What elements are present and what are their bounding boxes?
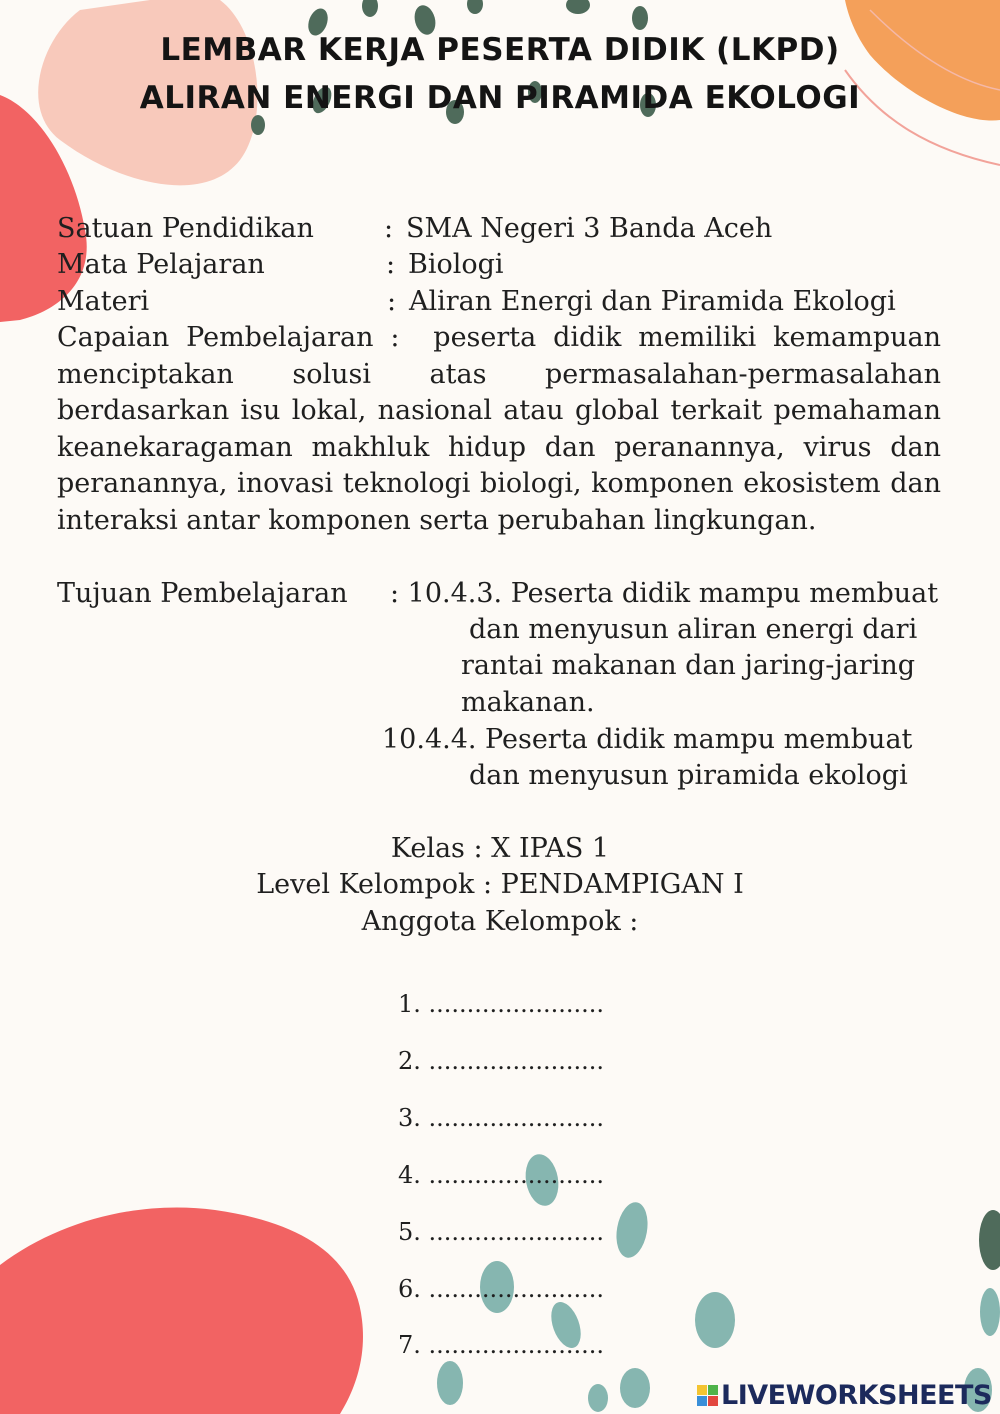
- info-colon: :: [386, 249, 396, 280]
- tujuan-line: dan menyusun aliran energi dari: [469, 614, 918, 645]
- liveworksheets-brand: LIVEWORKSHEETS: [721, 1379, 992, 1411]
- liveworksheets-logo-icon: [697, 1385, 718, 1406]
- info-colon: :: [387, 286, 397, 317]
- tujuan-line: makanan.: [461, 687, 595, 718]
- tujuan-line: dan menyusun piramida ekologi: [469, 760, 908, 791]
- member-slot-5[interactable]: 5. .......................: [398, 1218, 604, 1246]
- capaian-paragraph: Capaian Pembelajaran : peserta didik memiliki kemampuan menciptakan solusi atas permasalahan-permasalahan berdasarkan isu lokal, nasional atau global terkait pemahaman keanekaragaman makhluk hidup dan peranannya, virus dan peranannya, inovasi teknologi biologi, komponen ekosistem dan interaksi antar komponen serta perubahan lingkungan.: [57, 322, 941, 536]
- title-line-1: LEMBAR KERJA PESERTA DIDIK (LKPD): [160, 32, 840, 68]
- capaian-text: peserta didik memiliki kemampuan menciptakan solusi atas permasalahan-permasalahan berdasarkan isu lokal, nasional atau global terkait pemahaman keanekaragaman makhluk hidup dan peranannya, virus dan peranannya, inovasi teknologi biologi, komponen ekosistem dan interaksi antar komponen serta perubahan lingkungan.: [57, 322, 941, 536]
- info-value: SMA Negeri 3 Banda Aceh: [406, 213, 773, 244]
- anggota-kelompok-line: Anggota Kelompok :: [361, 906, 639, 937]
- kelas-line: Kelas : X IPAS 1: [390, 833, 610, 864]
- member-slot-3[interactable]: 3. .......................: [398, 1104, 604, 1132]
- member-slot-7[interactable]: 7. .......................: [398, 1331, 604, 1359]
- info-label: Materi: [57, 286, 150, 317]
- level-kelompok-line: Level Kelompok : PENDAMPIGAN I: [256, 869, 744, 900]
- info-label: Mata Pelajaran: [57, 249, 265, 280]
- member-slot-2[interactable]: 2. .......................: [398, 1047, 604, 1075]
- tujuan-line: rantai makanan dan jaring-jaring: [461, 650, 916, 681]
- tujuan-label: Tujuan Pembelajaran: [57, 578, 348, 609]
- tujuan-line: : 10.4.3. Peserta didik mampu membuat: [390, 578, 939, 609]
- member-slot-1[interactable]: 1. .......................: [398, 990, 604, 1018]
- liveworksheets-logo[interactable]: [697, 1378, 992, 1412]
- capaian-label: Capaian Pembelajaran: [57, 322, 374, 353]
- info-value: Biologi: [408, 249, 504, 280]
- tujuan-line: 10.4.4. Peserta didik mampu membuat: [382, 724, 913, 755]
- info-label: Satuan Pendidikan: [57, 213, 314, 244]
- member-slot-6[interactable]: 6. .......................: [398, 1275, 604, 1303]
- info-value: Aliran Energi dan Piramida Ekologi: [409, 286, 896, 317]
- info-colon: :: [384, 213, 394, 244]
- member-slot-4[interactable]: 4. .......................: [398, 1161, 604, 1189]
- title-line-2: ALIRAN ENERGI DAN PIRAMIDA EKOLOGI: [139, 80, 861, 116]
